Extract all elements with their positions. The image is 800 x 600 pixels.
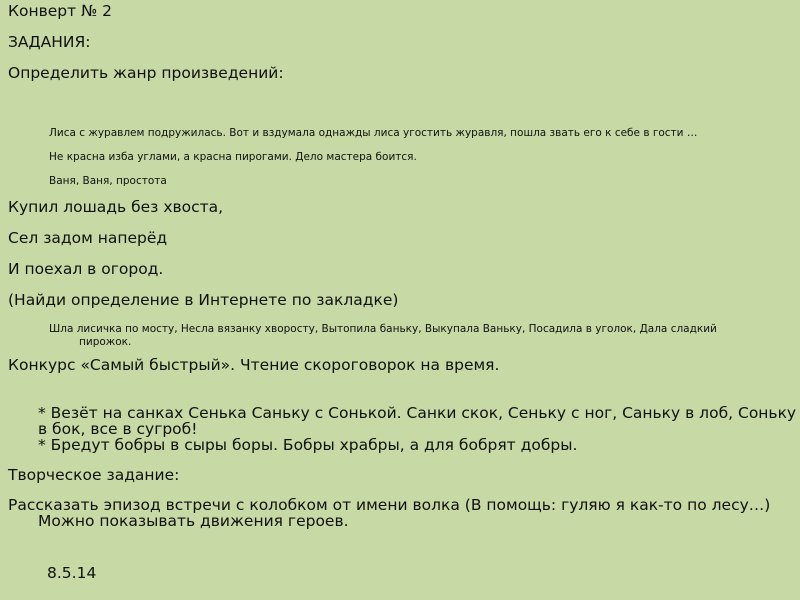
poem-line-1: Купил лошадь без хвоста, (8, 198, 224, 216)
chain-tale-line-2: пирожок. (79, 336, 132, 348)
hint-text: (Найди определение в Интернете по закладке) (8, 291, 399, 309)
task-genre: Определить жанр произведений: (8, 64, 284, 82)
heading: Конверт № 2 (8, 2, 112, 20)
creative-task-line-1: Рассказать эпизод встречи с колобком от имени волка (В помощь: гуляю я как-то по лесу…) (8, 496, 771, 514)
slide-number: 8.5.14 (47, 564, 97, 582)
chain-tale-line-1: Шла лисичка по мосту, Несла вязанку хворосту, Вытопила баньку, Выкупала Ваньку, Посадила в уголок, Дала сладкий (49, 323, 717, 335)
creative-label: Творческое задание: (8, 466, 180, 484)
tongue-twister-1-line-2: в бок, все в сугроб! (38, 420, 198, 438)
poem-line-2: Сел задом наперёд (8, 229, 168, 247)
excerpt-proverb: Не красна изба углами, а красна пирогами. Дело мастера боится. (49, 151, 417, 163)
tasks-label: ЗАДАНИЯ: (8, 33, 91, 51)
poem-line-3: И поехал в огород. (8, 260, 164, 278)
excerpt-nursery-rhyme: Ваня, Ваня, простота (49, 175, 167, 187)
tongue-twister-2: * Бредут бобры в сыры боры. Бобры храбры, а для бобрят добры. (38, 436, 578, 454)
creative-task-line-2: Можно показывать движения героев. (38, 512, 349, 530)
tongue-twister-1-line-1: * Везёт на санках Сенька Саньку с Сонькой. Санки скок, Сеньку с ног, Саньку в лоб, Соньку (38, 404, 797, 422)
excerpt-fairytale: Лиса с журавлем подружилась. Вот и вздумала однажды лиса угостить журавля, пошла звать его к себе в гости … (49, 127, 698, 139)
contest-title: Конкурс «Самый быстрый». Чтение скороговорок на время. (8, 356, 500, 374)
